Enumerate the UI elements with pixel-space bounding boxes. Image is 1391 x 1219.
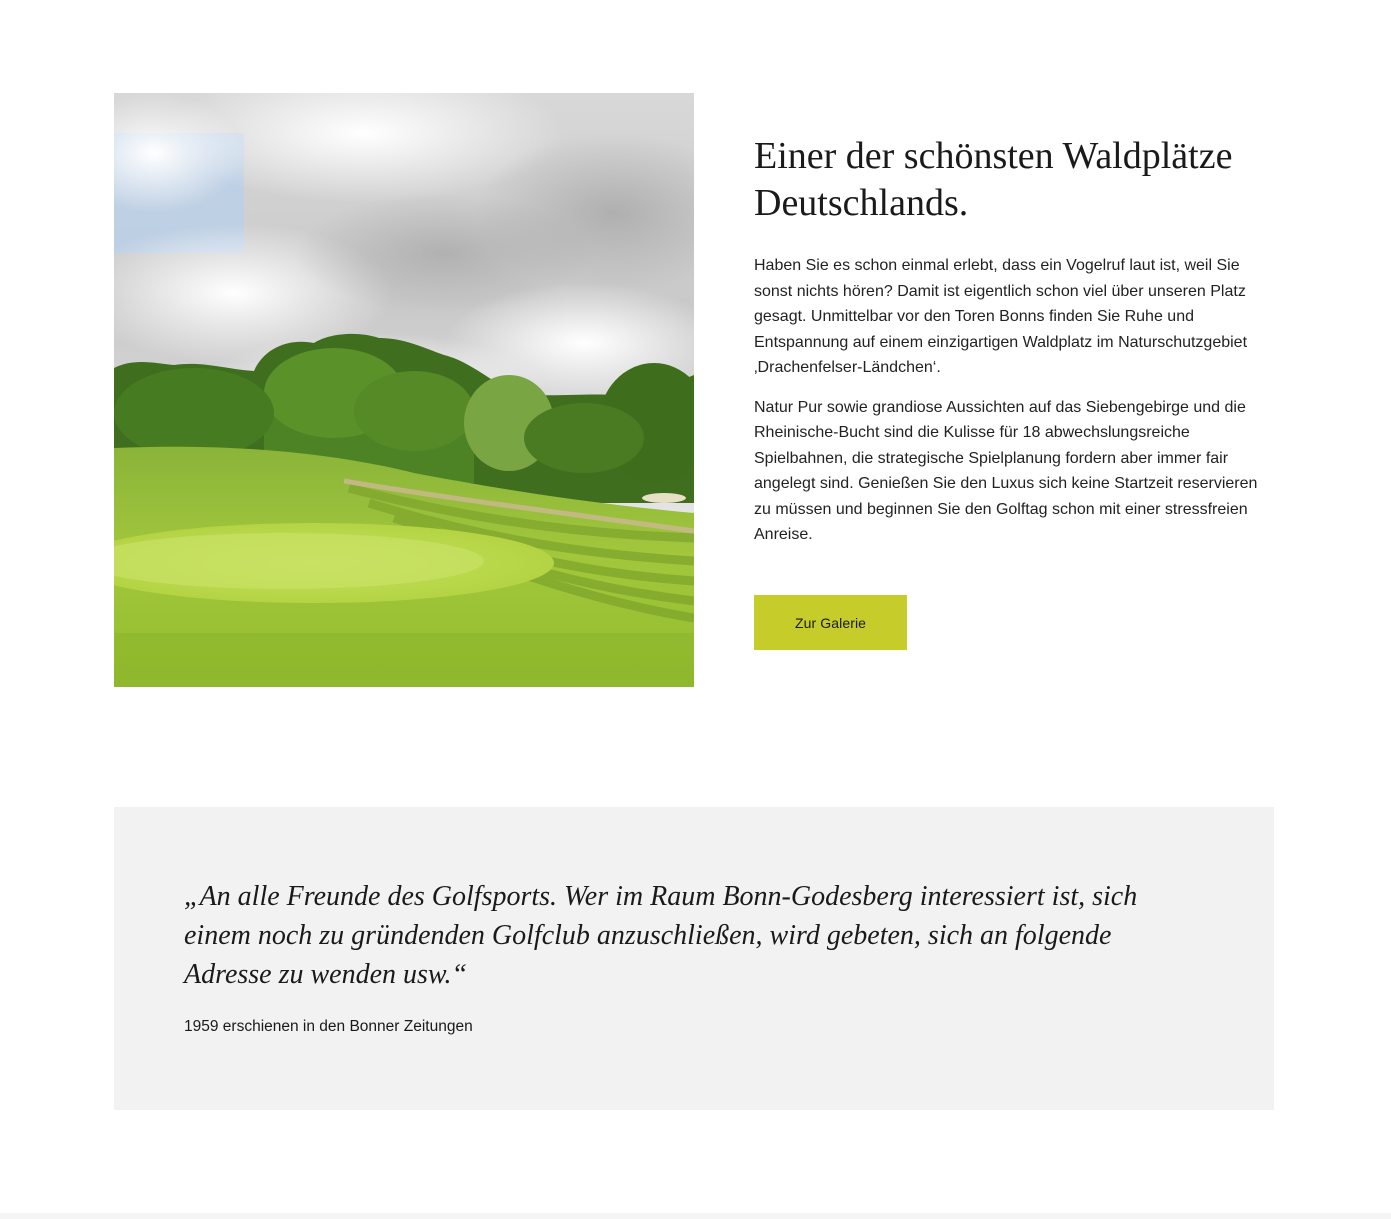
section-heading-line-2: Deutschlands. bbox=[754, 182, 969, 224]
section-heading-line-1: Einer der schönsten Waldplätze bbox=[754, 135, 1233, 177]
golf-course-photo-illustration bbox=[114, 93, 694, 687]
gallery-button[interactable]: Zur Galerie bbox=[754, 595, 907, 650]
intro-paragraph-2: Natur Pur sowie grandiose Aussichten auf das Siebengebirge und die Rheinische-Bucht sind die Kulisse für 18 abwechslungsreiche Spielbahnen, die strategische Spielplanung fordern aber immer fair angelegt sind. Genießen Sie den Luxus sich keine Startzeit reservieren zu müssen und beginnen Sie den Golftag schon mit einer stressfreien Anreise. bbox=[754, 398, 1258, 543]
golf-course-photo bbox=[114, 93, 694, 687]
section-heading bbox=[754, 133, 1276, 227]
historic-quote: „An alle Freunde des Golfsports. Wer im Raum Bonn-Godesberg interessiert ist, sich einem noch zu gründenden Golfclub anzuschließen, wird gebeten, sich an folgende Adresse zu wenden usw.“ bbox=[184, 881, 1138, 990]
intro-text-column bbox=[754, 133, 1276, 548]
intro-paragraph-1: Haben Sie es schon einmal erlebt, dass ein Vogelruf laut ist, weil Sie sonst nichts hören? Damit ist eigentlich schon viel über unseren Platz gesagt. Unmittelbar vor den Toren Bonns finden Sie Ruhe und Entspannung auf einem einzigartigen Waldplatz im Naturschutzgebiet ‚Drachenfelser-Ländchen‘. bbox=[754, 257, 1248, 376]
intro-section bbox=[114, 93, 1274, 687]
quote-section bbox=[114, 807, 1274, 1110]
footer-edge bbox=[0, 1213, 1391, 1219]
quote-source: 1959 erschienen in den Bonner Zeitungen bbox=[184, 1018, 473, 1035]
